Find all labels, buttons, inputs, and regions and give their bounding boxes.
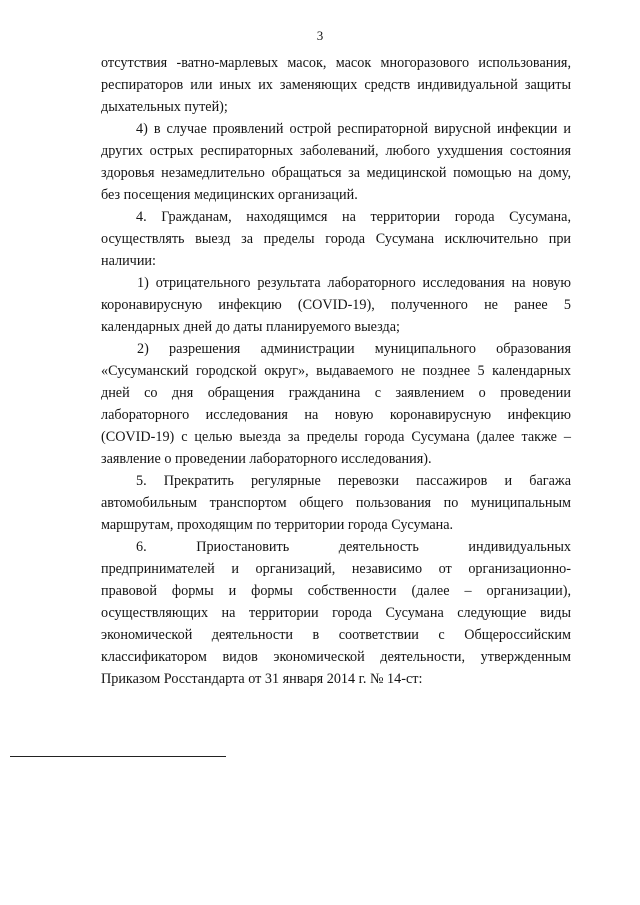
text-line: (COVID-19) с целью выезда за пределы города Сусумана (далее также – bbox=[101, 429, 571, 445]
text-line: 4) в случае проявлений острой респираторной вирусной инфекции и bbox=[136, 121, 571, 137]
text-line: календарных дней до даты планируемого выезда; bbox=[101, 319, 400, 335]
text-line: заявление о проведении лабораторного исследования). bbox=[101, 451, 432, 467]
text-line: 4. Гражданам, находящимся на территории города Сусумана, bbox=[136, 209, 571, 225]
text-line: без посещения медицинских организаций. bbox=[101, 187, 358, 203]
text-line: лабораторного исследования на новую коронавирусную инфекцию bbox=[101, 407, 571, 423]
text-line: других острых респираторных заболеваний, любого ухудшения состояния bbox=[101, 143, 571, 159]
text-line: осуществлять выезд за пределы города Сусумана исключительно при bbox=[101, 231, 571, 247]
text-line: 6. Приостановить деятельность индивидуальных bbox=[136, 539, 571, 555]
text-line: 2) разрешения администрации муниципального образования bbox=[137, 341, 571, 357]
text-line: «Сусуманский городской округ», выдаваемого не позднее 5 календарных bbox=[101, 363, 571, 379]
text-line: дыхательных путей); bbox=[101, 99, 228, 115]
text-line: маршрутам, проходящим по территории города Сусумана. bbox=[101, 517, 454, 533]
text-line: дней со дня обращения гражданина с заявлением о проведении bbox=[101, 385, 571, 401]
page-number: 3 bbox=[316, 28, 324, 43]
text-line: осуществляющих на территории города Сусумана следующие виды bbox=[101, 605, 571, 621]
body-text bbox=[101, 52, 571, 690]
text-line: правовой формы и формы собственности (далее – организации), bbox=[101, 583, 571, 599]
text-line: предпринимателей и организаций, независимо от организационно- bbox=[101, 561, 571, 577]
text-line: отсутствия ‑ватно-марлевых масок, масок многоразового использования, bbox=[101, 55, 571, 71]
text-line: автомобильным транспортом общего пользования по муниципальным bbox=[101, 495, 571, 511]
text-line: Приказом Росстандарта от 31 января 2014 г. № 14-ст: bbox=[101, 671, 423, 687]
text-line: классификатором видов экономической деятельности, утвержденным bbox=[101, 649, 571, 665]
footnote-separator-line bbox=[10, 756, 226, 757]
text-line: респираторов или иных их заменяющих средств индивидуальной защиты bbox=[101, 77, 571, 93]
text-line: 5. Прекратить регулярные перевозки пассажиров и багажа bbox=[136, 473, 571, 489]
text-line: экономической деятельности в соответствии с Общероссийским bbox=[101, 627, 571, 643]
text-line: коронавирусную инфекцию (COVID-19), полученного не ранее 5 bbox=[101, 297, 571, 313]
text-line: здоровья незамедлительно обращаться за медицинской помощью на дому, bbox=[101, 165, 571, 181]
text-line: наличии: bbox=[101, 253, 156, 269]
text-line: 1) отрицательного результата лабораторного исследования на новую bbox=[137, 275, 571, 291]
